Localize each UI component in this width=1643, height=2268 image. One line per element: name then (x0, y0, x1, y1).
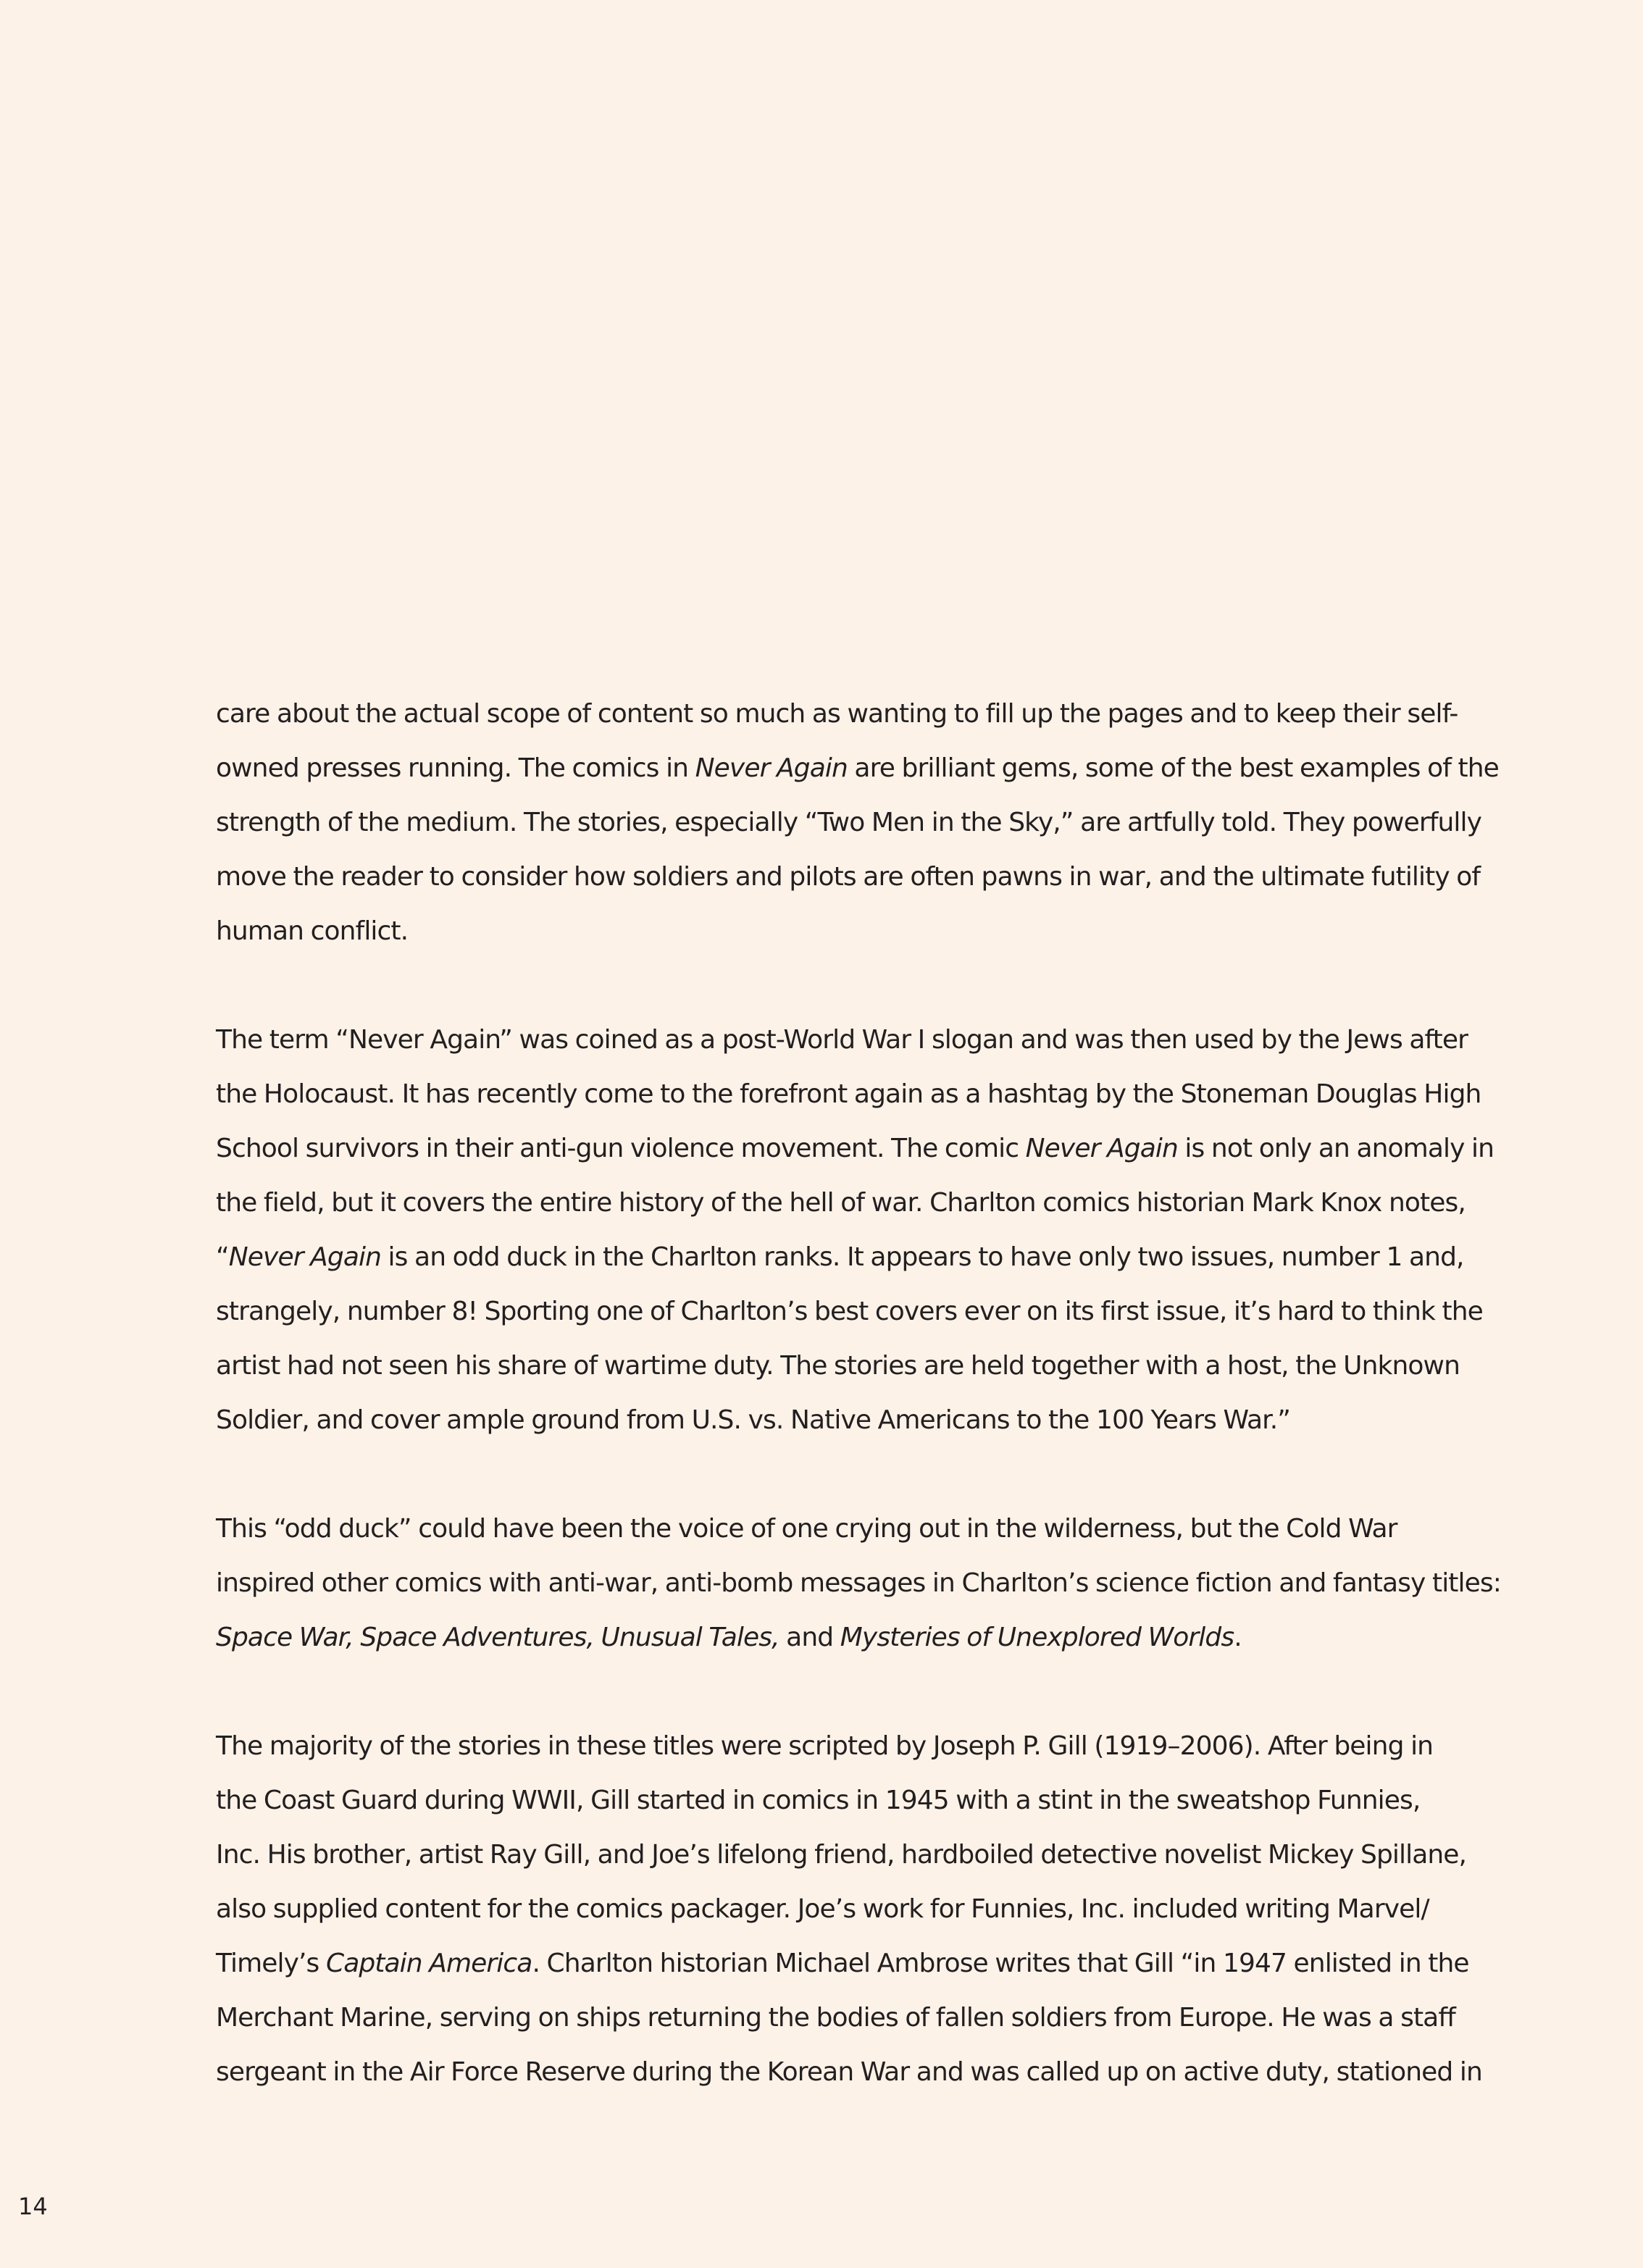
text-line (216, 1610, 1440, 1665)
text-run: also supplied content for the comics packager. Joe’s work for Funnies, Inc. included writing Marvel/ (216, 1894, 1429, 1924)
text-run: are brilliant gems, some of the best examples of the (847, 753, 1499, 783)
text-run: the field, but it covers the entire history of the hell of war. Charlton comics historian Mark Knox notes, (216, 1188, 1466, 1218)
text-line (216, 1882, 1440, 1936)
text-run: the Holocaust. It has recently come to the forefront again as a hashtag by the Stoneman Douglas High (216, 1079, 1481, 1109)
text-line (216, 1502, 1440, 1556)
text-line (216, 1284, 1483, 1339)
text-run: . Charlton historian Michael Ambrose writes that Gill “in 1947 enlisted in the (532, 1949, 1469, 1978)
text-run: is an odd duck in the Charlton ranks. It appears to have only two issues, number 1 and, (381, 1242, 1464, 1272)
text-run: strength of the medium. The stories, especially “Two Men in the Sky,” are artfully told. They powerfully (216, 808, 1482, 837)
text-run: This “odd duck” could have been the voice of one crying out in the wilderness, but the Cold War (216, 1514, 1397, 1544)
text-line (216, 2045, 1482, 2099)
paragraph-gap (216, 1447, 1440, 1502)
paragraph (216, 1013, 1494, 1447)
page-number: 14 (18, 2193, 48, 2220)
text-run: owned presses running. The comics in (216, 753, 695, 783)
text-run: The majority of the stories in these titles were scripted by Joseph P. Gill (1919–2006). After being in (216, 1731, 1434, 1761)
text-run: care about the actual scope of content so much as wanting to fill up the pages and to keep their self- (216, 699, 1458, 729)
text-line (216, 1067, 1481, 1121)
text-run: Merchant Marine, serving on ships returning the bodies of fallen soldiers from Europe. He was a staff (216, 2003, 1455, 2033)
text-line (216, 1339, 1460, 1393)
text-run: The term “Never Again” was coined as a post-World War I slogan and was then used by the Jews after (216, 1025, 1468, 1055)
text-line (216, 850, 1481, 904)
text-line (216, 1121, 1494, 1176)
text-line (216, 1828, 1467, 1882)
paragraph-gap (216, 1665, 1440, 1719)
body-text (216, 687, 1501, 2099)
text-line (216, 795, 1482, 850)
text-line (216, 741, 1499, 795)
text-line (216, 1230, 1464, 1284)
text-line (216, 1719, 1440, 1773)
text-run: School survivors in their anti-gun violence movement. The comic (216, 1134, 1026, 1163)
italic-title: Never Again (1025, 1134, 1178, 1163)
paragraph (216, 1719, 1482, 2099)
text-line (216, 1936, 1469, 1991)
paragraph (216, 1502, 1501, 1665)
text-line (216, 1176, 1466, 1230)
italic-title: Mysteries of Unexplored Worlds (840, 1623, 1234, 1652)
italic-title: Never Again (695, 753, 848, 783)
text-line (216, 1013, 1468, 1067)
text-run: artist had not seen his share of wartime duty. The stories are held together with a host, the Unknown (216, 1351, 1460, 1381)
text-line (216, 1393, 1440, 1447)
text-line (216, 1773, 1440, 1828)
text-run: inspired other comics with anti-war, anti-bomb messages in Charlton’s science fiction and fantasy titles: (216, 1568, 1501, 1598)
text-run: is not only an anomaly in (1177, 1134, 1494, 1163)
text-run: and (779, 1623, 840, 1652)
italic-title: Space War, Space Adventures, Unusual Tales, (216, 1623, 779, 1652)
italic-title: Captain America (325, 1949, 532, 1978)
text-run: Soldier, and cover ample ground from U.S. vs. Native Americans to the 100 Years War.” (216, 1405, 1290, 1435)
text-run: sergeant in the Air Force Reserve during the Korean War and was called up on active duty, stationed in (216, 2057, 1482, 2087)
text-line (216, 1556, 1501, 1610)
text-run: human conflict. (216, 916, 409, 946)
text-line (216, 1991, 1455, 2045)
text-run: strangely, number 8! Sporting one of Charlton’s best covers ever on its first issue, it’s hard to think the (216, 1297, 1483, 1326)
text-line (216, 687, 1458, 741)
paragraph (216, 687, 1499, 958)
text-run: . (1234, 1623, 1242, 1652)
text-run: Inc. His brother, artist Ray Gill, and Joe’s lifelong friend, hardboiled detective novelist Mickey Spillane, (216, 1840, 1467, 1870)
paragraph-gap (216, 958, 1440, 1013)
text-run: move the reader to consider how soldiers and pilots are often pawns in war, and the ultimate futility of (216, 862, 1481, 892)
text-run: Timely’s (216, 1949, 326, 1978)
text-line (216, 904, 1440, 958)
text-run: the Coast Guard during WWII, Gill started in comics in 1945 with a stint in the sweatshop Funnies, (216, 1786, 1421, 1815)
text-run: “ (216, 1242, 229, 1272)
italic-title: Never Again (228, 1242, 381, 1272)
